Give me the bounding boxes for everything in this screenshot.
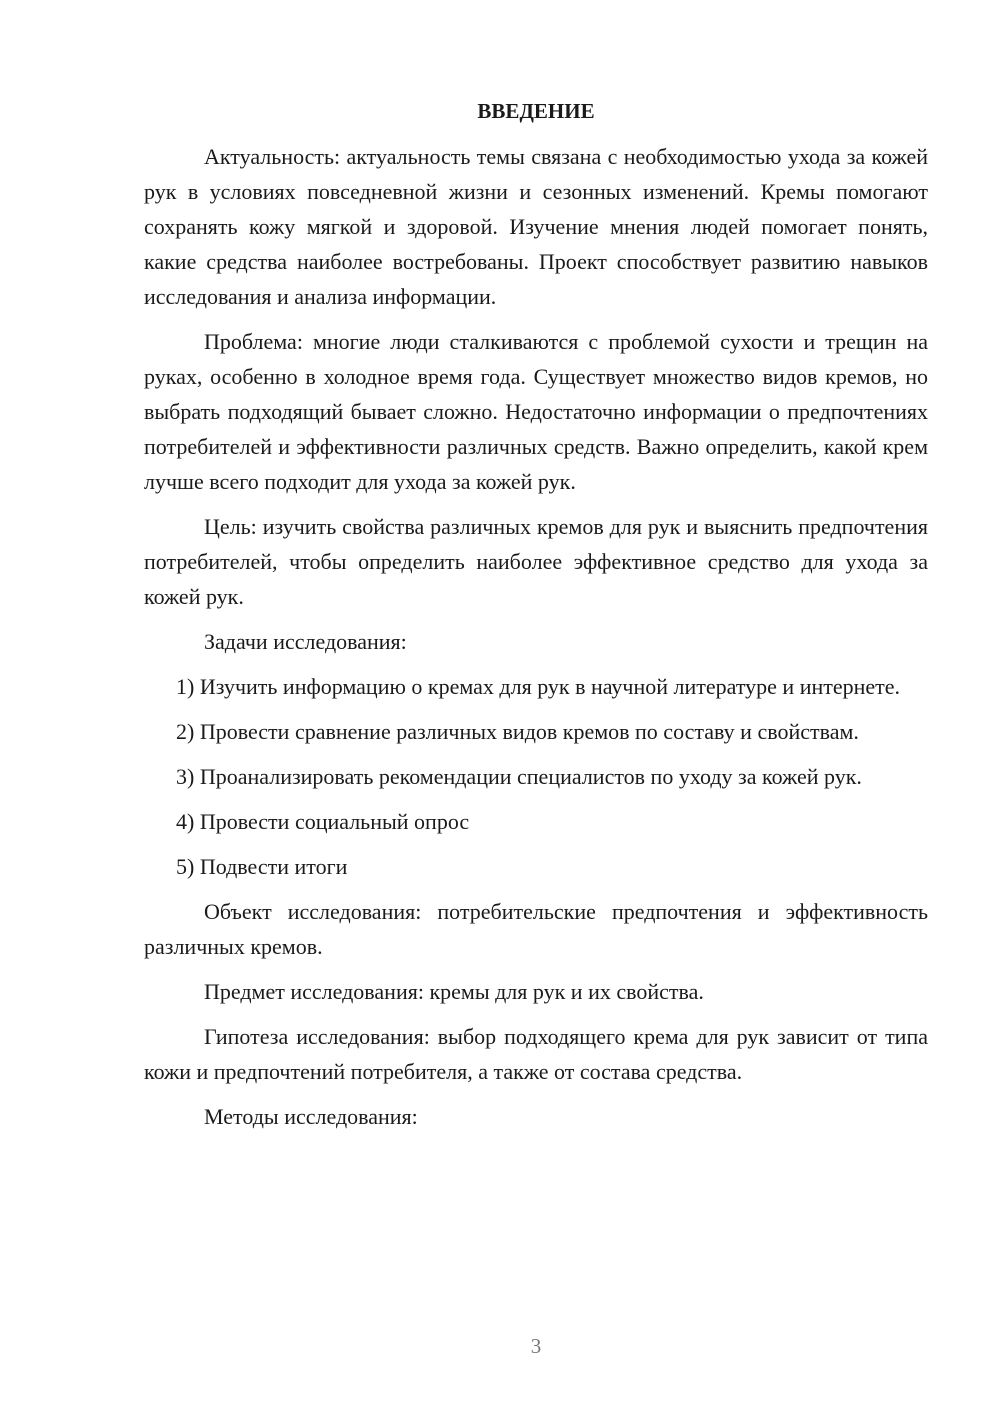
paragraph-hypothesis: Гипотеза исследования: выбор подходящего крема для рук зависит от типа кожи и предпочтений потребителя, а также от состава средства. (144, 1024, 928, 1084)
task-item-4: 4) Провести социальный опрос (176, 809, 470, 834)
paragraph-object: Объект исследования: потребительские предпочтения и эффективность различных кремов. (144, 899, 928, 959)
task-item-5: 5) Подвести итоги (176, 854, 348, 879)
paragraph-relevance: Актуальность: актуальность темы связана с необходимостью ухода за кожей рук в условиях повседневной жизни и сезонных изменений. Кремы помогают сохранять кожу мягкой и здоровой. Изучение мнения людей помогает понять, какие средства наиболее востребованы. Проект способствует развитию навыков исследования и анализа информации. (144, 144, 928, 309)
page-number: 3 (530, 1334, 542, 1358)
task-item-3: 3) Проанализировать рекомендации специалистов по уходу за кожей рук. (176, 764, 862, 789)
paragraph-methods: Методы исследования: (204, 1104, 418, 1129)
paragraph-tasks-title: Задачи исследования: (204, 629, 407, 654)
page-content (144, 96, 928, 1144)
task-item-2: 2) Провести сравнение различных видов кремов по составу и свойствам. (176, 719, 859, 744)
paragraph-subject: Предмет исследования: кремы для рук и их свойства. (204, 979, 704, 1004)
task-item-1: 1) Изучить информацию о кремах для рук в научной литературе и интернете. (176, 674, 901, 699)
paragraph-problem: Проблема: многие люди сталкиваются с проблемой сухости и трещин на руках, особенно в холодное время года. Существует множество видов кремов, но выбрать подходящий бывает сложно. Недостаточно информации о предпочтениях потребителей и эффективности различных средств. Важно определить, какой крем лучше всего подходит для ухода за кожей рук. (144, 329, 928, 494)
section-heading: ВВЕДЕНИЕ (477, 99, 595, 123)
paragraph-goal: Цель: изучить свойства различных кремов для рук и выяснить предпочтения потребителей, чтобы определить наиболее эффективное средство для ухода за кожей рук. (144, 514, 928, 609)
